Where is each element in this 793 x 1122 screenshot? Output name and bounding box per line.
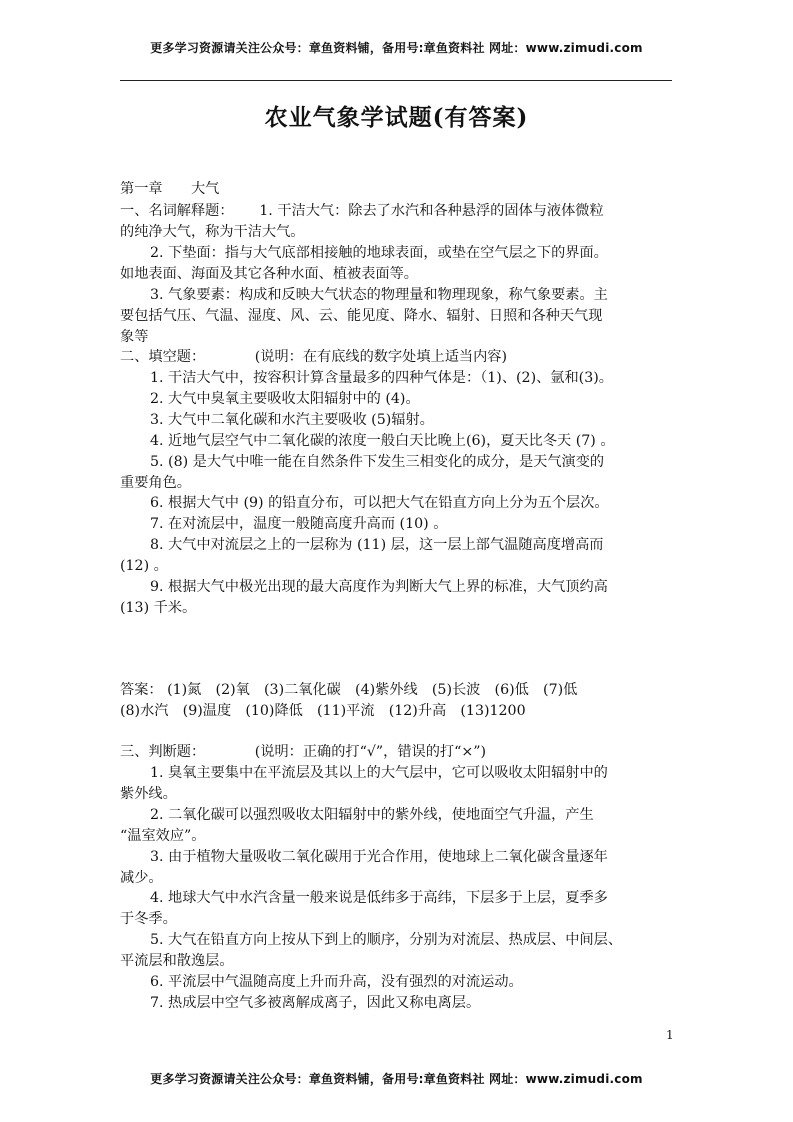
question-line: 6. 根据大气中 (9) 的铅直分布，可以把大气在铅直方向上分为五个层次。	[150, 495, 609, 511]
question-line: 9. 根据大气中极光出现的最大高度作为判断大气上界的标准，大气顶约高	[150, 579, 608, 595]
header-banner: 更多学习资源请关注公众号：章鱼资料铺，备用号:章鱼资料社 网址：www.zimudi.com	[150, 41, 643, 55]
question-line: 2. 大气中臭氧主要吸收太阳辐射中的 (4)。	[150, 391, 420, 407]
question-line: 7. 热成层中空气多被离解成离子，因此又称电离层。	[150, 995, 481, 1011]
document-title: 农业气象学试题(有答案)	[264, 104, 529, 131]
text-line: 的纯净大气，称为干洁大气。	[120, 224, 305, 240]
answer-line: 答案： (1)氮 (2)氧 (3)二氧化碳 (4)紫外线 (5)长波 (6)低 (7)低	[120, 682, 578, 698]
question-line: 6. 平流层中气温随高度上升而升高，没有强烈的对流运动。	[150, 974, 523, 990]
text-line: 3. 气象要素：构成和反映大气状态的物理量和物理现象，称气象要素。主	[150, 287, 608, 303]
header-rule	[120, 80, 672, 81]
question-line: (13) 千米。	[120, 600, 197, 616]
question-line: 4. 地球大气中水汽含量一般来说是低纬多于高纬，下层多于上层，夏季多	[150, 890, 608, 906]
chapter-heading: 第一章 大气	[120, 181, 220, 197]
question-line: (12) 。	[120, 558, 168, 574]
section-heading-fill-blank: 二、填空题： (说明：在有底线的数字处填上适当内容)	[120, 349, 508, 365]
text-line: 象等	[120, 329, 149, 345]
text-line: 要包括气压、气温、湿度、风、云、能见度、降水、辐射、日照和各种天气现	[120, 308, 603, 324]
footer-banner: 更多学习资源请关注公众号：章鱼资料铺，备用号:章鱼资料社 网址：www.zimudi.com	[150, 1072, 643, 1086]
question-line: 平流层和散逸层。	[120, 953, 234, 969]
question-line: 7. 在对流层中，温度一般随高度升高而 (10) 。	[150, 516, 448, 532]
answer-line: (8)水汽 (9)温度 (10)降低 (11)平流 (12)升高 (13)1200	[120, 703, 526, 719]
question-line: 1. 臭氧主要集中在平流层及其以上的大气层中，它可以吸收太阳辐射中的	[150, 765, 608, 781]
section-heading-true-false: 三、判断题： (说明：正确的打“√”，错误的打“×”)	[120, 744, 487, 760]
text-line: 2. 下垫面：指与大气底部相接触的地球表面，或垫在空气层之下的界面。	[150, 245, 608, 261]
question-line: 5. (8) 是大气中唯一能在自然条件下发生三相变化的成分，是天气演变的	[150, 454, 605, 470]
question-line: 减少。	[120, 870, 163, 886]
question-line: 3. 由于植物大量吸收二氧化碳用于光合作用，使地球上二氧化碳含量逐年	[150, 849, 608, 865]
section-heading-definitions: 一、名词解释题： 1. 干洁大气：除去了水汽和各种悬浮的固体与液体微粒	[120, 203, 604, 219]
question-line: 8. 大气中对流层之上的一层称为 (11) 层，这一层上部气温随高度增高而	[150, 537, 604, 553]
question-line: 4. 近地气层空气中二氧化碳的浓度一般白天比晚上(6)，夏天比冬天 (7) 。	[150, 433, 615, 449]
question-line: 1. 干洁大气中，按容积计算含量最多的四种气体是：（1)、(2)、氩和(3)。	[150, 370, 613, 386]
question-line: 3. 大气中二氧化碳和水汽主要吸收 (5)辐射。	[150, 412, 434, 428]
page-number: 1	[666, 1028, 674, 1042]
question-line: 重要角色。	[120, 475, 191, 491]
question-line: “温室效应”。	[120, 828, 206, 844]
question-line: 于冬季。	[120, 911, 177, 927]
question-line: 5. 大气在铅直方向上按从下到上的顺序，分别为对流层、热成层、中间层、	[150, 932, 623, 948]
question-line: 2. 二氧化碳可以强烈吸收太阳辐射中的紫外线，使地面空气升温，产生	[150, 807, 594, 823]
question-line: 紫外线。	[120, 786, 177, 802]
text-line: 如地表面、海面及其它各种水面、植被表面等。	[120, 266, 418, 282]
